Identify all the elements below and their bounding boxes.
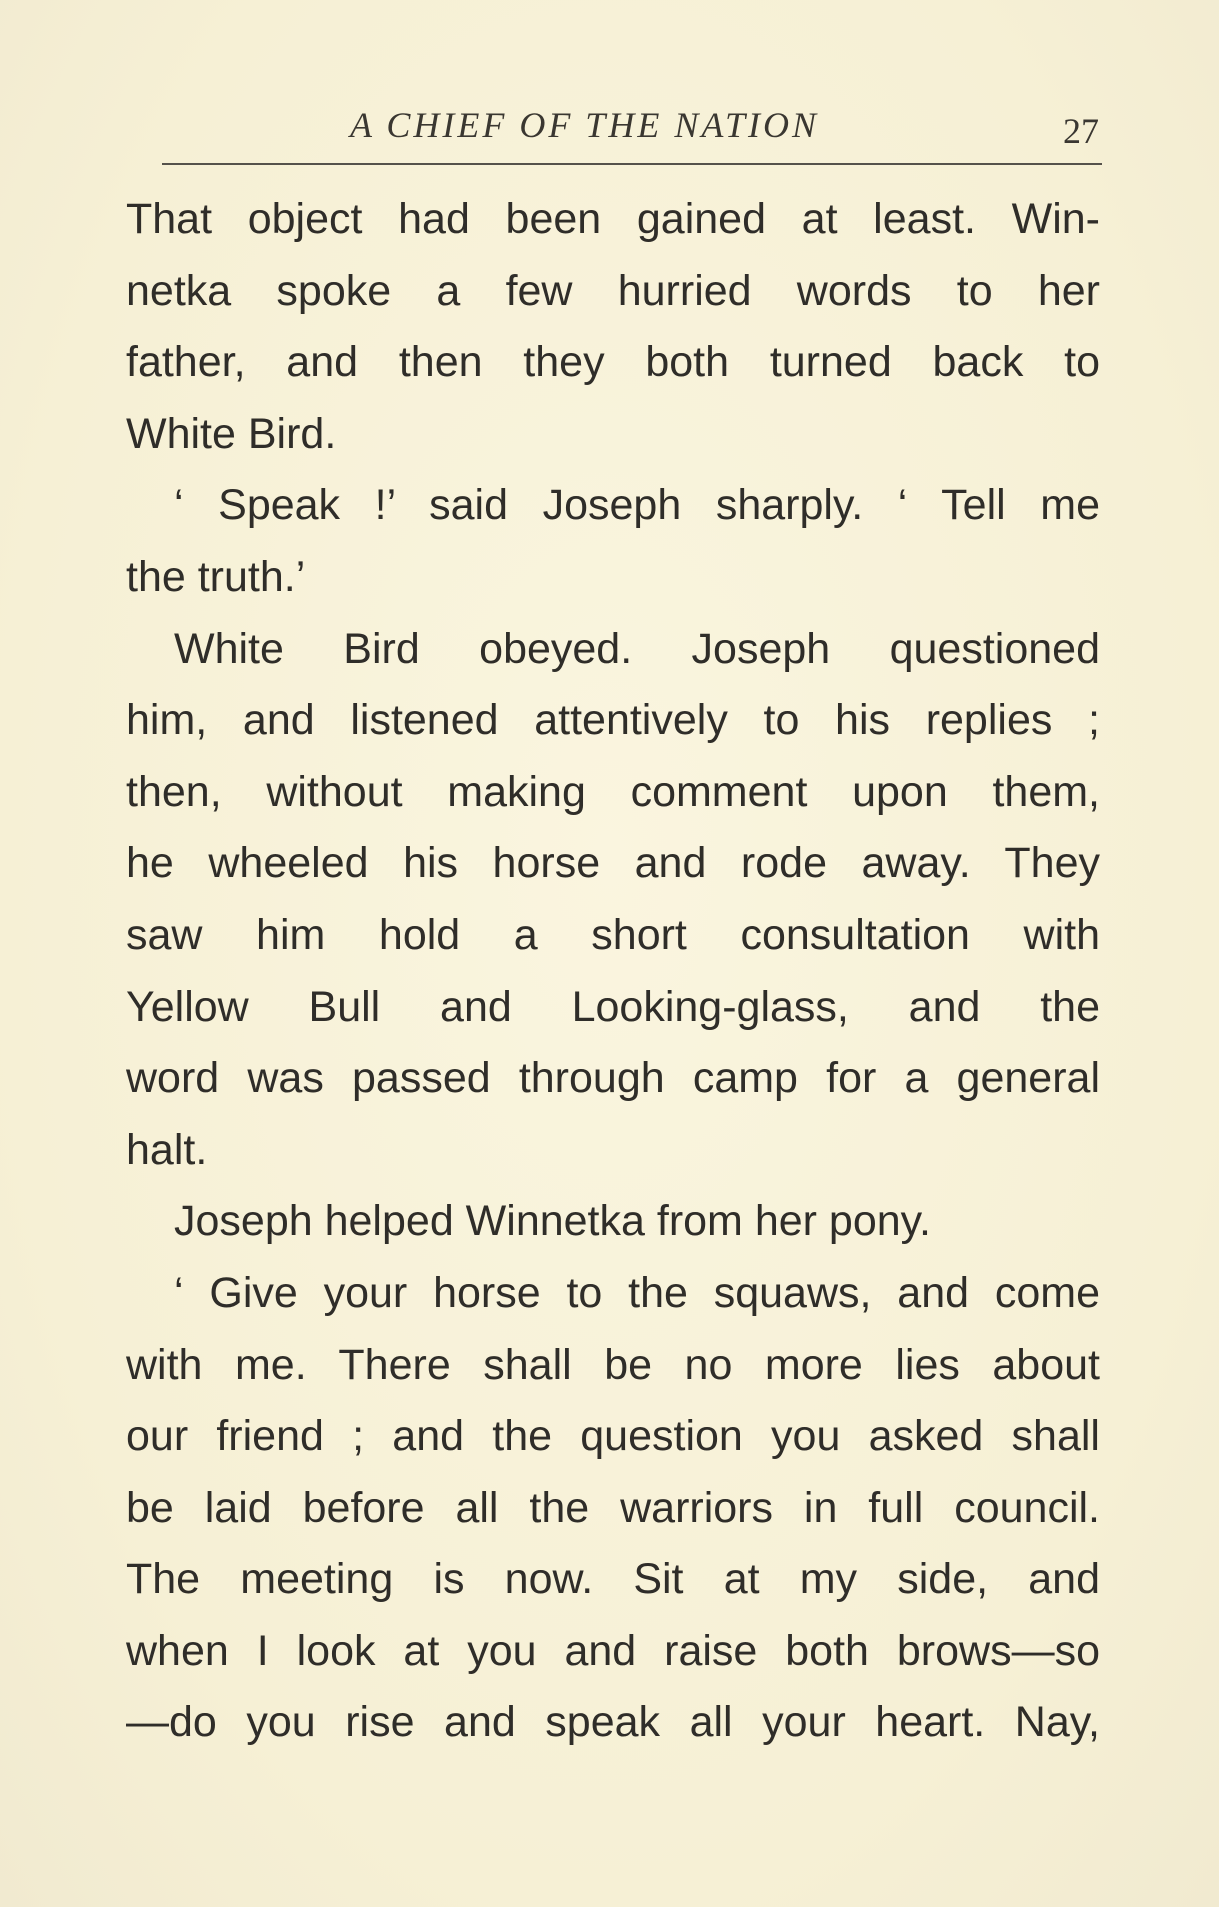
text-line: The meeting is now. Sit at my side, and	[126, 1555, 1100, 1604]
text-line: then, without making comment upon them,	[126, 767, 1100, 816]
text-line: be laid before all the warriors in full council.	[126, 1483, 1100, 1532]
text-line: White Bird.	[126, 409, 337, 458]
text-line: halt.	[126, 1125, 208, 1174]
text-line: White Bird obeyed. Joseph questioned	[174, 624, 1100, 673]
text-line: our friend ; and the question you asked shall	[126, 1412, 1100, 1461]
body-text	[126, 184, 1100, 1759]
page-number: 27	[1063, 111, 1099, 151]
text-line: ‘ Speak !’ said Joseph sharply. ‘ Tell me	[174, 481, 1100, 530]
header-rule	[162, 163, 1102, 165]
text-line: Yellow Bull and Looking-glass, and the	[126, 982, 1100, 1031]
text-line: word was passed through camp for a general	[126, 1054, 1100, 1103]
text-line: when I look at you and raise both brows—so	[126, 1626, 1100, 1675]
running-header	[0, 104, 1219, 151]
text-line: father, and then they both turned back to	[126, 338, 1100, 387]
text-line: netka spoke a few hurried words to her	[126, 266, 1100, 315]
text-line: ‘ Give your horse to the squaws, and come	[174, 1268, 1100, 1317]
text-line: he wheeled his horse and rode away. They	[126, 839, 1100, 888]
text-line: —do you rise and speak all your heart. Nay,	[126, 1698, 1100, 1747]
text-line: him, and listened attentively to his replies ;	[126, 696, 1100, 745]
text-line: the truth.’	[126, 552, 306, 601]
text-line: That object had been gained at least. Win-	[126, 195, 1100, 243]
text-line: with me. There shall be no more lies about	[126, 1340, 1100, 1389]
running-title: A CHIEF OF THE NATION	[350, 105, 820, 145]
text-line: saw him hold a short consultation with	[126, 910, 1100, 959]
text-line: Joseph helped Winnetka from her pony.	[174, 1197, 931, 1246]
